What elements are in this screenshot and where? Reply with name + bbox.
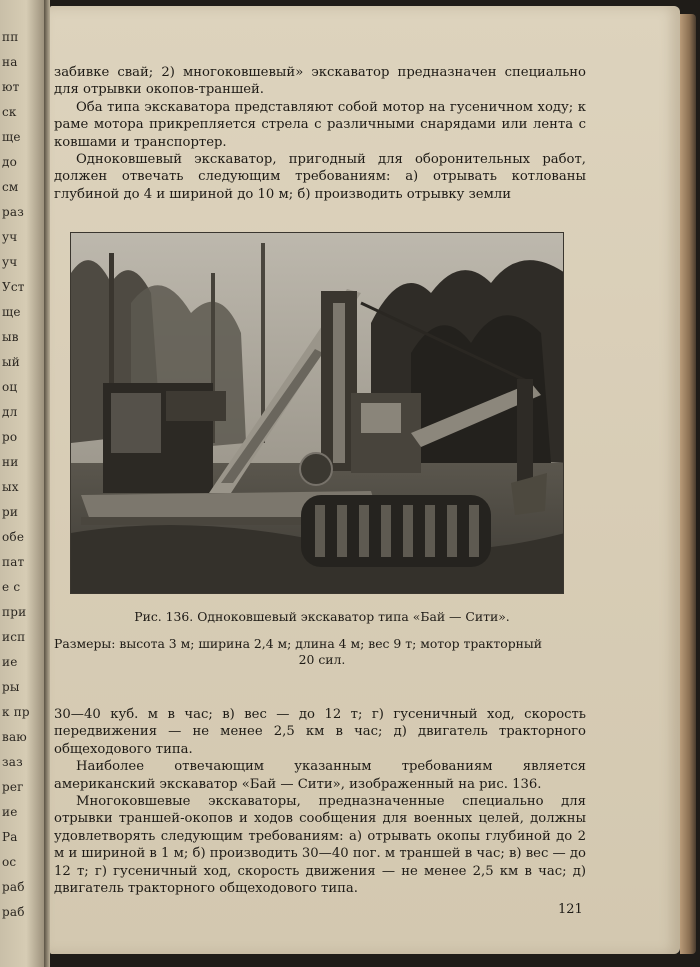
left-page-fragment: е с xyxy=(2,580,21,594)
bottom-text-block xyxy=(54,706,586,897)
paragraph: Наиболее отвечающим указанным требованиям является американский экскаватор «Бай — Сити», изображенный на рис. 136. xyxy=(54,759,586,792)
paragraph: Оба типа экскаватора представляют собой мотор на гусеничном ходу; к раме мотора прикрепляется стрела с различными снарядами или лента с ковшами и транспортер. xyxy=(54,99,586,150)
left-page-fragment: оц xyxy=(2,380,18,394)
page-stack-edge xyxy=(680,14,696,954)
left-page-fragment: Уст xyxy=(2,280,25,294)
left-page-fragment: при xyxy=(2,605,27,619)
left-page-edge xyxy=(0,0,44,967)
book-page xyxy=(50,6,680,954)
left-page-fragment: ще xyxy=(2,130,21,144)
left-page-fragment: ри xyxy=(2,505,19,519)
left-page-fragment: на xyxy=(2,55,18,69)
caption-dimensions: Размеры: высота 3 м; ширина 2,4 м; длина 4 м; вес 9 т; мотор тракторный xyxy=(54,636,543,651)
left-page-fragment: ск xyxy=(2,105,17,119)
left-page-fragment: ют xyxy=(2,80,20,94)
left-page-fragment: рег xyxy=(2,780,24,794)
excavator-photo xyxy=(70,232,564,594)
page-number: 121 xyxy=(558,902,583,917)
left-page-fragment: ыв xyxy=(2,330,19,344)
left-page-fragment: пат xyxy=(2,555,25,569)
paragraph: Многоковшевые экскаваторы, предназначенные специально для отрывки траншей-окопов и ходов сообщения для военных целей, должны удовлетворять следующим требованиям: а) отрывать окопы глубиной до 2 м и шириной в 1 м; б) производить 30—40 пог. м траншей в час; в) вес — до 12 т; г) гусеничный ход, скорость движения — не менее 2,5 км в час; д) двигатель тракторного общеходового типа. xyxy=(54,794,586,897)
left-page-fragment: дл xyxy=(2,405,18,419)
left-page-fragment: см xyxy=(2,180,19,194)
paragraph: 30—40 куб. м в час; в) вес — до 12 т; г) гусеничный ход, скорость передвижения — не менее 2,5 км в час; д) двигатель тракторного общеходового типа. xyxy=(54,707,586,757)
left-page-fragment: раб xyxy=(2,880,25,894)
left-page-fragment: ие xyxy=(2,655,18,669)
left-page-fragment: заз xyxy=(2,755,23,769)
left-page-fragment: к пр xyxy=(2,705,30,719)
left-page-fragment: уч xyxy=(2,255,18,269)
caption-title: Рис. 136. Одноковшевый экскаватор типа «Бай — Сити». xyxy=(134,609,510,624)
left-page-fragment: пп xyxy=(2,30,19,44)
excavator-illustration xyxy=(71,233,564,594)
left-page-fragment: ры xyxy=(2,680,20,694)
left-page-fragment: Ра xyxy=(2,830,18,844)
left-page-fragment: ро xyxy=(2,430,18,444)
left-page-fragment: ни xyxy=(2,455,19,469)
figure-caption xyxy=(54,609,590,668)
left-page-fragment: уч xyxy=(2,230,18,244)
left-page-fragment: ие xyxy=(2,805,18,819)
caption-dimensions-end: 20 сил. xyxy=(298,652,346,667)
left-page-fragment: раз xyxy=(2,205,24,219)
left-page-fragment: обе xyxy=(2,530,25,544)
left-page-fragment: до xyxy=(2,155,18,169)
left-page-fragment: ый xyxy=(2,355,20,369)
left-page-fragment: ос xyxy=(2,855,17,869)
paragraph: забивке свай; 2) многоковшевый» экскаватор предназначен специально для отрывки окопов-траншей. xyxy=(54,65,586,98)
top-text-block xyxy=(54,64,586,203)
left-page-fragment: ых xyxy=(2,480,19,494)
left-page-fragment: ваю xyxy=(2,730,27,744)
left-page-fragment: раб xyxy=(2,905,25,919)
paragraph: Одноковшевый экскаватор, пригодный для оборонительных работ, должен отвечать следующим требованиям: а) отрывать котлованы глубиной до 4 и шириной до 10 м; б) производить отрывку земли xyxy=(54,152,586,202)
left-page-fragment: исп xyxy=(2,630,26,644)
left-page-fragment: ще xyxy=(2,305,21,319)
